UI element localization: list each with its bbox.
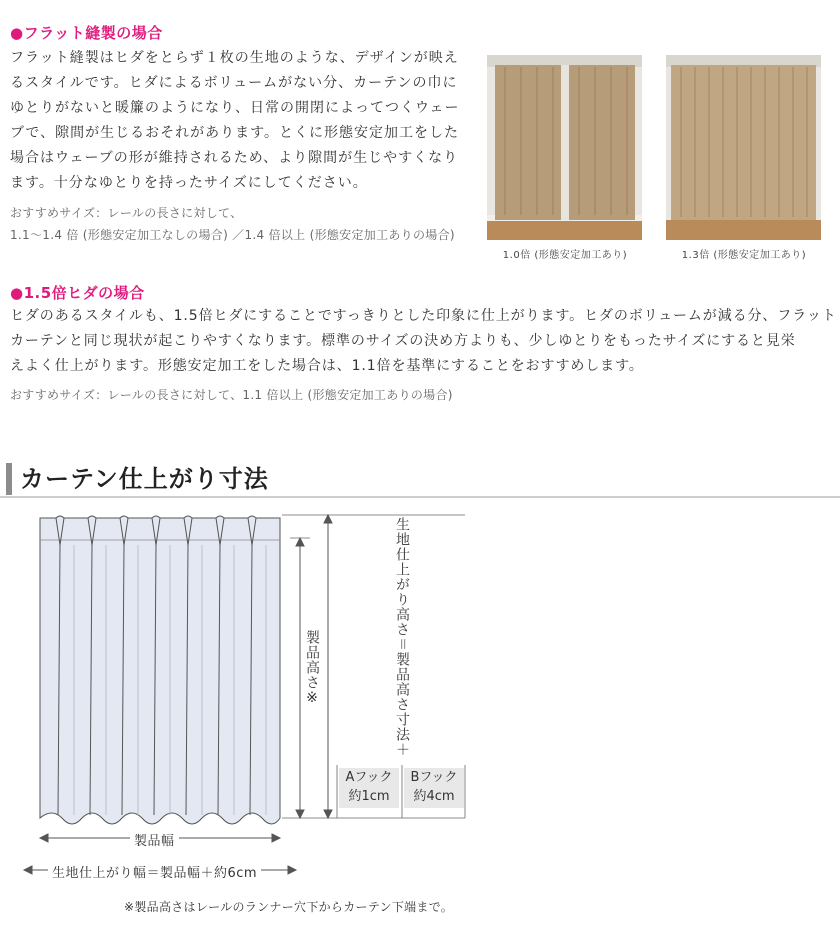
- height-footnote: ※製品高さはレールのランナー穴下からカーテン下端まで。: [124, 900, 454, 914]
- photo-caption-1: 1.0倍 (形態安定加工あり): [502, 250, 628, 261]
- hook-a-box: [339, 768, 399, 808]
- photo-caption-2: 1.3倍 (形態安定加工あり): [681, 250, 807, 261]
- pleat-recommend: おすすめサイズ：レールの長さに対して、1.1 倍以上 (形態安定加工ありの場合): [10, 388, 453, 402]
- product-width-label: 製品幅: [130, 830, 179, 849]
- hook-a-name: Aフック: [345, 770, 393, 785]
- hook-b-box: [404, 768, 464, 808]
- pleat-section-title: ●1.5倍ヒダの場合: [10, 284, 145, 302]
- fabric-height-label: 生地仕上がり高さ＝製品高さ寸法＋: [394, 517, 410, 757]
- curtain-dimension-diagram: [0, 500, 840, 900]
- flat-recommend-2: 1.1～1.4 倍 (形態安定加工なしの場合) ／1.4 倍以上 (形態安定加工ありの場合): [10, 228, 455, 242]
- flat-description: [10, 46, 480, 196]
- flat-line: るスタイルです。ヒダによるボリュームがない分、カーテンの巾に: [10, 75, 458, 91]
- pleat-description: [10, 304, 838, 379]
- hook-b-size: 約4cm: [413, 789, 455, 804]
- fabric-width-label: 生地仕上がり幅＝製品幅＋約6cm: [48, 862, 261, 881]
- flat-line: ブで、隙間が生じるおそれがあります。とくに形態安定加工をした: [10, 125, 460, 141]
- curtain-photo-1: [487, 55, 642, 240]
- flat-line: ます。十分なゆとりを持ったサイズにしてください。: [10, 175, 368, 191]
- flat-line: フラット縫製はヒダをとらず１枚の生地のような、デザインが映え: [10, 50, 459, 66]
- dimensions-heading: カーテン仕上がり寸法: [20, 465, 269, 493]
- heading-divider: [0, 496, 840, 498]
- hook-a-size: 約1cm: [348, 789, 390, 804]
- product-height-label: 製品高さ※: [304, 630, 320, 707]
- flat-section-title: ●フラット縫製の場合: [10, 24, 163, 42]
- flat-line: 場合はウェーブの形が維持されるため、より隙間が生じやすくなり: [10, 150, 459, 166]
- flat-recommend-1: おすすめサイズ：レールの長さに対して、: [10, 206, 243, 220]
- pleat-line: えよく仕上がります。形態安定加工をした場合は、1.1倍を基準にすることをおすすめします。: [10, 358, 644, 374]
- hook-b-name: Bフック: [410, 770, 458, 785]
- flat-line: ゆとりがないと暖簾のようになり、日常の開閉によってつくウェー: [10, 100, 460, 116]
- heading-accent-bar: [6, 463, 12, 495]
- pleat-line: ヒダのあるスタイルも、1.5倍ヒダにすることですっきりとした印象に仕上がります。ヒダのボリュームが減る分、フラット: [10, 308, 837, 324]
- pleat-line: カーテンと同じ現状が起こりやすくなります。標準のサイズの決め方よりも、少しゆとりをもったサイズにすると見栄: [10, 333, 796, 349]
- curtain-photo-2: [666, 55, 821, 240]
